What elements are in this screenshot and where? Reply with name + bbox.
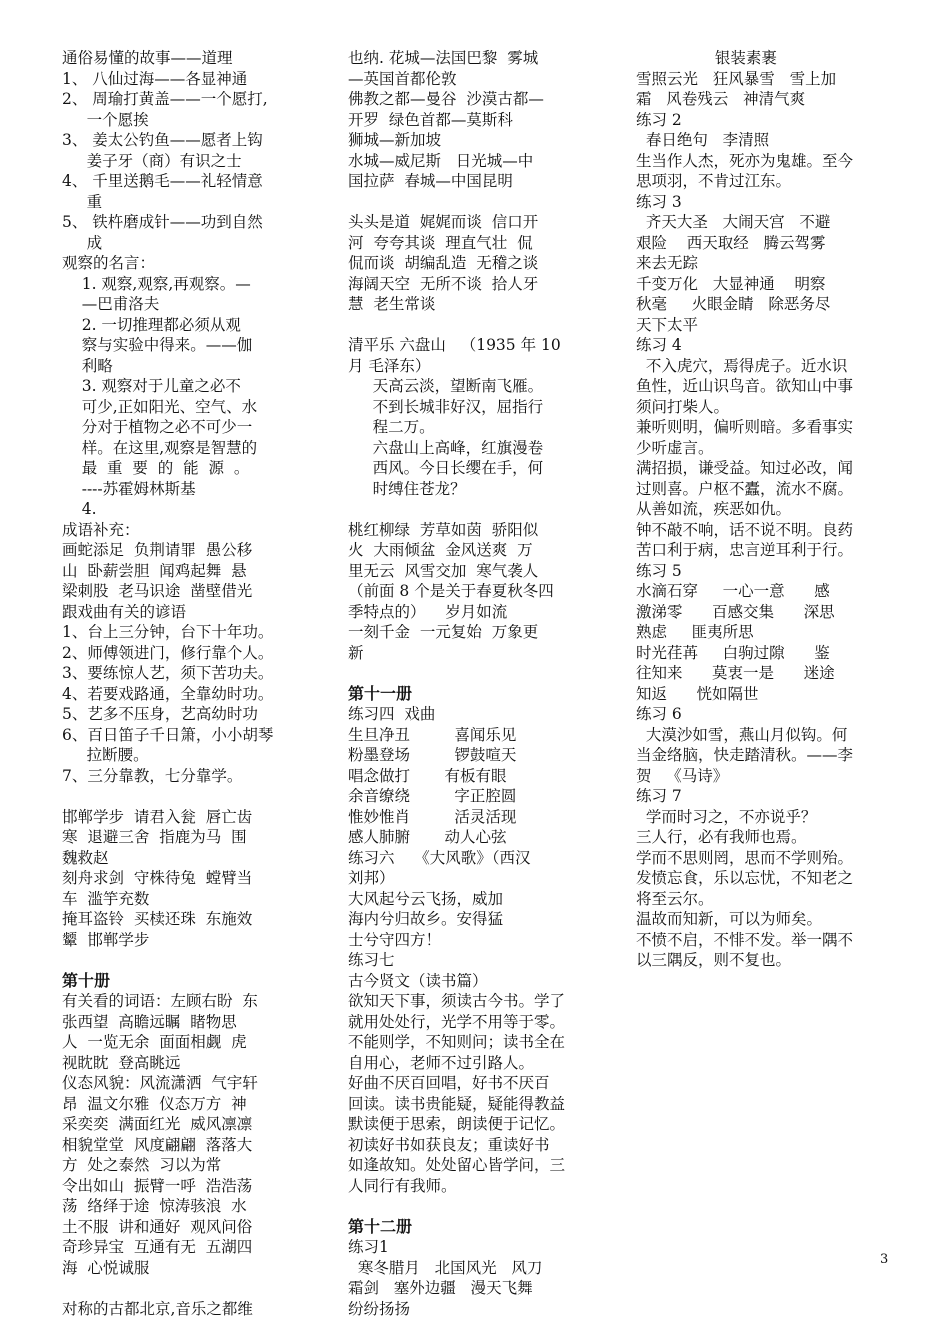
text-line: 3. 观察对于儿童之必不 [62, 377, 241, 395]
text-line: 月 毛泽东） [348, 356, 431, 375]
text-line: 寒 退避三舍 指鹿为马 围 [62, 828, 247, 846]
text-line: 当金络脑，快走踏清秋。——李 [636, 746, 854, 764]
text-line: 练习 6 [636, 705, 682, 723]
text-line: 发愤忘食，乐以忘忧，不知老之 [636, 869, 854, 887]
text-line: 兼听则明，偏听则暗。多看事实 [636, 418, 854, 436]
text-line: 时缚住苍龙？ [348, 479, 466, 498]
text-line: 天高云淡，望断南飞雁。 [348, 377, 544, 395]
text-line: 成语补充： [62, 520, 140, 539]
text-line: 一个愿挨 [62, 110, 149, 129]
text-line: 生旦净丑 喜闻乐见 [348, 725, 517, 744]
text-line: 练习 2 [636, 110, 682, 129]
text-line: 奇珍异宝 互通有无 五湖四 [62, 1238, 253, 1256]
text-line: 2. 一切推理都必须从观 [62, 315, 241, 334]
section-heading: 第十册 [62, 970, 111, 990]
text-line: 如逢故知。处处留心皆学问，三 [348, 1156, 566, 1174]
text-line: 相貌堂堂 风度翩翩 落落大 [62, 1135, 253, 1154]
blank-line [62, 1278, 314, 1299]
text-column-left [62, 48, 314, 1319]
text-line: 有关看的词语：左顾右盼 东 [62, 992, 258, 1010]
text-line: 慧 老生常谈 [348, 295, 436, 313]
text-line: 惟妙惟肖 活灵活现 [348, 807, 517, 826]
text-line: 霜 风卷残云 神清气爽 [636, 90, 806, 108]
text-line: 画蛇添足 负荆请罪 愚公移 [62, 541, 253, 559]
text-line: 可少,正如阳光、空气、水 [62, 397, 258, 416]
text-line: 海 心悦诚服 [62, 1258, 150, 1277]
text-line: 水滴石穿 一心一意 感 [636, 582, 830, 600]
text-line: 新 [348, 643, 364, 662]
text-line: 国拉萨 春城—中国昆明 [348, 172, 513, 190]
text-line: 2、师傅领进门，修行靠个人。 [62, 643, 274, 662]
text-line: 人 一览无余 面面相觑 虎 [62, 1033, 247, 1051]
text-line: 刘邦） [348, 869, 395, 887]
text-line: 练习七 [348, 951, 395, 969]
text-line: 河 夸夸其谈 理直气壮 侃 [348, 233, 533, 252]
text-line: 颦 邯郸学步 [62, 930, 150, 949]
text-line: 粉墨登场 锣鼓喧天 [348, 746, 517, 764]
text-line: 张西望 高瞻远瞩 睹物思 [62, 1012, 237, 1031]
text-line: 大漠沙如雪，燕山月似钩。何 [636, 725, 848, 744]
section-heading: 第十二册 [348, 1216, 413, 1236]
text-line: 士兮守四方！ [348, 930, 442, 949]
text-line: 通俗易懂的故事——道理 [62, 49, 233, 67]
text-line: 荡 络绎于途 惊涛骇浪 水 [62, 1197, 247, 1215]
text-line: 满招损，谦受益。知过必改，闻 [636, 459, 854, 477]
text-line: 艰险 西天取经 腾云驾雾 [636, 233, 826, 252]
text-line: 对称的古都北京,音乐之都维 [62, 1299, 253, 1318]
text-line: 苦口利于病，忠言逆耳利于行。 [636, 541, 854, 559]
blank-line [348, 192, 604, 213]
section-heading: 第十一册 [348, 683, 413, 703]
text-line: 欲知天下事，须读古今书。学了 [348, 992, 566, 1010]
text-line: 5、 铁杵磨成针——功到自然 [62, 213, 263, 231]
text-line: 练习 4 [636, 336, 682, 354]
text-line: 3、 姜太公钓鱼——愿者上钩 [62, 131, 263, 149]
text-line: 过则喜。户枢不蠹，流水不腐。 [636, 479, 854, 498]
text-line: 练习1 [348, 1238, 389, 1256]
blank-line [348, 663, 604, 684]
text-line: 须问打柴人。 [636, 397, 730, 416]
text-line: 分对于植物之必不可少一 [62, 418, 253, 436]
text-line: 采奕奕 满面红光 威风凛凛 [62, 1115, 253, 1133]
text-line: 邯郸学步 请君入瓮 唇亡齿 [62, 807, 253, 826]
text-line: 1、台上三分钟，台下十年功。 [62, 623, 274, 641]
text-line: 熟虑 匪夷所思 [636, 623, 754, 641]
text-line: 昂 温文尔雅 仪态万方 神 [62, 1094, 247, 1113]
text-line: 六盘山上高峰，红旗漫卷 [348, 438, 544, 457]
text-line: 观察的名言： [62, 254, 156, 272]
text-line: 里无云 风雪交加 寒气袭人 [348, 561, 539, 580]
text-line: 1. 观察,观察,再观察。— [62, 274, 251, 293]
text-line: 掩耳盗铃 买椟还珠 东施效 [62, 910, 253, 928]
text-line: 时光荏苒 白驹过隙 鉴 [636, 643, 830, 662]
text-line: 来去无踪 [636, 254, 699, 272]
text-line: 仪态风貌：风流潇洒 气宇轩 [62, 1074, 258, 1092]
text-line: 3、要练惊人艺，须下苦功夫。 [62, 664, 274, 682]
text-line: ----苏霍姆林斯基 [62, 479, 196, 498]
blank-line [62, 950, 314, 971]
text-line: 4、若要戏路通，全靠幼时功。 [62, 684, 274, 703]
text-line: 齐天大圣 大闹天宫 不避 [636, 213, 831, 231]
text-line: 海阔天空 无所不谈 拾人牙 [348, 274, 539, 293]
text-line: 山 卧薪尝胆 闻鸡起舞 悬 [62, 561, 247, 580]
text-line: 以三隅反，则不复也。 [636, 951, 792, 969]
text-line: 就用处处行，光学不用等于零。 [348, 1012, 566, 1031]
text-column-middle [348, 48, 604, 1319]
text-line: 生当作人杰，死亦为鬼雄。至今 [636, 151, 854, 170]
text-line: 练习 3 [636, 192, 682, 211]
text-line: 视眈眈 登高眺远 [62, 1053, 181, 1072]
blank-line [348, 499, 604, 520]
text-column-right [636, 48, 894, 971]
text-line: 跟戏曲有关的谚语 [62, 602, 187, 621]
page-number: 3 [880, 1252, 889, 1267]
text-line: 不到长城非好汉，屈指行 [348, 397, 544, 416]
blank-line [348, 1196, 604, 1217]
text-line: 银装素裹 [636, 49, 777, 67]
text-line: 狮城—新加坡 [348, 131, 442, 149]
text-line: 练习六 《大风歌》（西汉 [348, 848, 531, 867]
text-line: 贺 《马诗》 [636, 766, 729, 785]
text-line: 感人肺腑 动人心弦 [348, 828, 507, 846]
text-line: 察与实验中得来。——伽 [62, 336, 253, 354]
text-line: 默读便于思索，朗读便于记忆。 [348, 1115, 566, 1133]
text-line: 最 重 要 的 能 源 。 [62, 459, 250, 477]
text-line: 初读好书如获良友；重读好书 [348, 1135, 550, 1154]
text-line: 车 滥竽充数 [62, 889, 150, 908]
text-line: 学而时习之，不亦说乎？ [636, 807, 817, 826]
text-line: 梁刺股 老马识途 凿壁借光 [62, 582, 253, 600]
text-line: 从善如流，疾恶如仇。 [636, 500, 792, 518]
text-line: 水城—威尼斯 日光城—中 [348, 151, 534, 170]
text-line: 令出如山 振臂一呼 浩浩荡 [62, 1176, 253, 1195]
text-line: 开罗 绿色首都—莫斯科 [348, 110, 513, 129]
text-line: 练习四 戏曲 [348, 705, 436, 723]
text-line: 纷纷扬扬 [348, 1299, 411, 1318]
text-line: 自用心，老师不过引路人。 [348, 1053, 535, 1072]
text-line: 重 [62, 192, 103, 211]
text-line: 季特点的） 岁月如流 [348, 602, 508, 621]
text-line: 一刻千金 一元复始 万象更 [348, 623, 539, 641]
text-line: —英国首都伦敦 [348, 69, 457, 88]
text-line: 大风起兮云飞扬，威加 [348, 889, 504, 908]
text-line: 7、三分靠教，七分靠学。 [62, 766, 243, 785]
text-line: 海内兮归故乡。安得猛 [348, 910, 504, 928]
blank-line [348, 315, 604, 336]
text-line: 唱念做打 有板有眼 [348, 766, 507, 785]
text-line: 不愤不启，不悱不发。举一隅不 [636, 930, 854, 949]
text-line: 知返 恍如隔世 [636, 684, 759, 703]
text-line: 千变万化 大显神通 明察 [636, 274, 826, 293]
text-line: 春日绝句 李清照 [636, 131, 770, 149]
text-line: 刻舟求剑 守株待兔 螳臂当 [62, 869, 253, 887]
text-line: （前面 8 个是关于春夏秋冬四 [348, 582, 554, 600]
text-line: 鱼性，近山识鸟音。欲知山中事 [636, 377, 854, 395]
text-line: 拉断腰。 [62, 746, 149, 764]
text-line: 魏救赵 [62, 848, 109, 867]
text-line: 钟不敲不响，话不说不明。良药 [636, 520, 854, 539]
text-line: 佛教之都—曼谷 沙漠古都— [348, 90, 544, 108]
text-line: 1、 八仙过海——各显神通 [62, 69, 248, 88]
text-line: 程二万。 [348, 418, 435, 436]
text-line: 三人行，必有我师也焉。 [636, 828, 807, 846]
text-line: 往知来 莫衷一是 迷途 [636, 664, 835, 682]
text-line: 回读。读书贵能疑，疑能得教益 [348, 1094, 566, 1113]
text-line: —巴甫洛夫 [62, 295, 160, 313]
text-line: 寒冬腊月 北国风光 风刀 [348, 1258, 543, 1277]
blank-line [62, 786, 314, 807]
text-line: 也纳. 花城—法国巴黎 雾城 [348, 49, 539, 67]
text-line: 秋毫 火眼金睛 除恶务尽 [636, 295, 831, 313]
text-line: 学而不思则罔，思而不学则殆。 [636, 848, 854, 867]
text-line: 练习 7 [636, 787, 682, 805]
text-line: 霜剑 塞外边疆 漫天飞舞 [348, 1279, 533, 1297]
text-line: 清平乐 六盘山 （1935 年 10 [348, 336, 561, 354]
text-line: 成 [62, 233, 103, 252]
text-line: 好曲不厌百回唱，好书不厌百 [348, 1074, 550, 1092]
text-line: 天下太平 [636, 315, 699, 334]
text-line: 不入虎穴，焉得虎子。近水识 [636, 356, 848, 375]
text-line: 侃而谈 胡编乱造 无稽之谈 [348, 254, 539, 272]
text-line: 雪照云光 狂风暴雪 雪上加 [636, 69, 837, 88]
text-line: 火 大雨倾盆 金风送爽 万 [348, 541, 533, 559]
text-line: 将至云尔。 [636, 889, 714, 908]
text-line: 5、艺多不压身，艺高幼时功 [62, 705, 258, 723]
text-line: 头头是道 娓娓而谈 信口开 [348, 213, 539, 231]
text-line: 温故而知新，可以为师矣。 [636, 910, 823, 928]
text-line: 土不服 讲和通好 观风问俗 [62, 1217, 253, 1236]
text-line: 少听虚言。 [636, 438, 714, 457]
text-line: 6、百日笛子千日箫，小小胡琴 [62, 725, 274, 744]
text-line: 4、 千里送鹅毛——礼轻情意 [62, 172, 263, 190]
text-line: 人同行有我师。 [348, 1176, 457, 1195]
text-line: 古今贤文（读书篇） [348, 971, 488, 990]
text-line: 利略 [62, 356, 113, 375]
text-line: 样。在这里,观察是智慧的 [62, 438, 258, 457]
text-line: 激涕零 百感交集 深思 [636, 602, 835, 621]
text-line: 思项羽，不肯过江东。 [636, 172, 792, 190]
text-line: 2、 周瑜打黄盖——一个愿打, [62, 90, 268, 108]
text-line: 练习 5 [636, 561, 682, 580]
text-line: 姜子牙（商）有识之士 [62, 151, 242, 170]
text-line: 不能则学，不知则问；读书全在 [348, 1033, 566, 1051]
text-line: 方 处之泰然 习以为常 [62, 1156, 222, 1174]
text-line: 余音缭绕 字正腔圆 [348, 787, 517, 805]
text-line: 4. [62, 500, 97, 518]
text-line: 桃红柳绿 芳草如茵 骄阳似 [348, 520, 539, 539]
text-line: 西风。今日长缨在手，何 [348, 459, 544, 477]
